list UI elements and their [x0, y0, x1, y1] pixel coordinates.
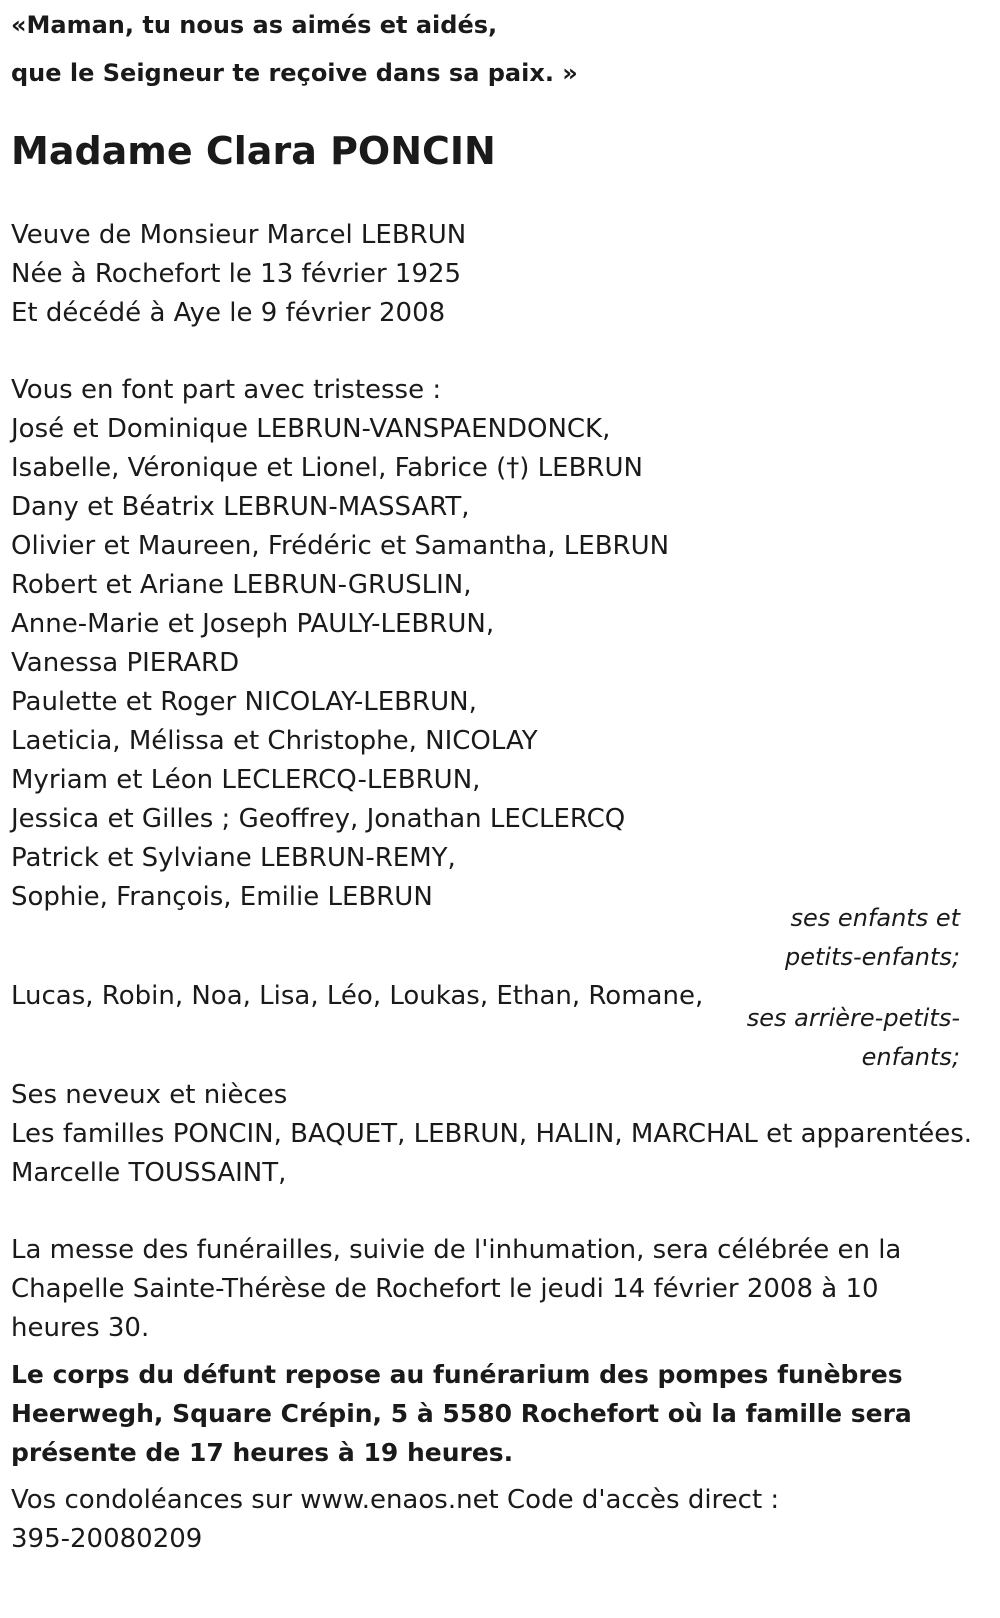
children-note-line-1: ses enfants et	[790, 904, 960, 932]
announcement-intro: Vous en font part avec tristesse :	[11, 375, 442, 405]
family-line: Robert et Ariane LEBRUN-GRUSLIN,	[11, 570, 472, 600]
detail-death: Et décédé à Aye le 9 février 2008	[11, 298, 446, 328]
family-line: Paulette et Roger NICOLAY-LEBRUN,	[11, 687, 477, 717]
great-grandchildren-note-line-2: enfants;	[861, 1043, 960, 1071]
family-line: Myriam et Léon LECLERCQ-LEBRUN,	[11, 765, 481, 795]
family-line: Sophie, François, Emilie LEBRUN	[11, 882, 433, 912]
family-line: Patrick et Sylviane LEBRUN-REMY,	[11, 843, 456, 873]
mass-line-1: La messe des funérailles, suivie de l'inhumation, sera célébrée en la	[11, 1235, 902, 1265]
family-line: Laeticia, Mélissa et Christophe, NICOLAY	[11, 726, 538, 756]
visitation-line-3: présente de 17 heures à 19 heures.	[11, 1438, 514, 1467]
great-grandchildren: Lucas, Robin, Noa, Lisa, Léo, Loukas, Ethan, Romane,	[11, 981, 704, 1011]
family-line: José et Dominique LEBRUN-VANSPAENDONCK,	[11, 414, 611, 444]
quote-line-1: «Maman, tu nous as aimés et aidés,	[11, 11, 498, 39]
nephews-nieces: Ses neveux et nièces	[11, 1080, 288, 1110]
family-line: Anne-Marie et Joseph PAULY-LEBRUN,	[11, 609, 495, 639]
family-line: Isabelle, Véronique et Lionel, Fabrice (†) LEBRUN	[11, 453, 643, 483]
family-line: Olivier et Maureen, Frédéric et Samantha, LEBRUN	[11, 531, 670, 561]
families-line: Les familles PONCIN, BAQUET, LEBRUN, HALIN, MARCHAL et apparentées.	[11, 1119, 973, 1149]
children-note-line-2: petits-enfants;	[785, 943, 960, 971]
family-line: Vanessa PIERARD	[11, 648, 240, 678]
family-line: Jessica et Gilles ; Geoffrey, Jonathan LECLERCQ	[11, 804, 626, 834]
family-line: Dany et Béatrix LEBRUN-MASSART,	[11, 492, 470, 522]
condolences-line-1: Vos condoléances sur www.enaos.net Code d'accès direct :	[11, 1485, 780, 1515]
deceased-name: Madame Clara PONCIN	[11, 129, 496, 173]
visitation-line-1: Le corps du défunt repose au funérarium des pompes funèbres	[11, 1360, 903, 1389]
detail-birth: Née à Rochefort le 13 février 1925	[11, 259, 462, 289]
condolences-code: 395-20080209	[11, 1524, 203, 1554]
detail-widow: Veuve de Monsieur Marcel LEBRUN	[11, 220, 467, 250]
great-grandchildren-note-line-1: ses arrière-petits-	[746, 1004, 960, 1032]
quote-line-2: que le Seigneur te reçoive dans sa paix. »	[11, 59, 578, 87]
mass-line-3: heures 30.	[11, 1313, 150, 1343]
visitation-line-2: Heerwegh, Square Crépin, 5 à 5580 Rochefort où la famille sera	[11, 1399, 912, 1428]
marcelle-line: Marcelle TOUSSAINT,	[11, 1158, 287, 1188]
mass-line-2: Chapelle Sainte-Thérèse de Rochefort le jeudi 14 février 2008 à 10	[11, 1274, 879, 1304]
